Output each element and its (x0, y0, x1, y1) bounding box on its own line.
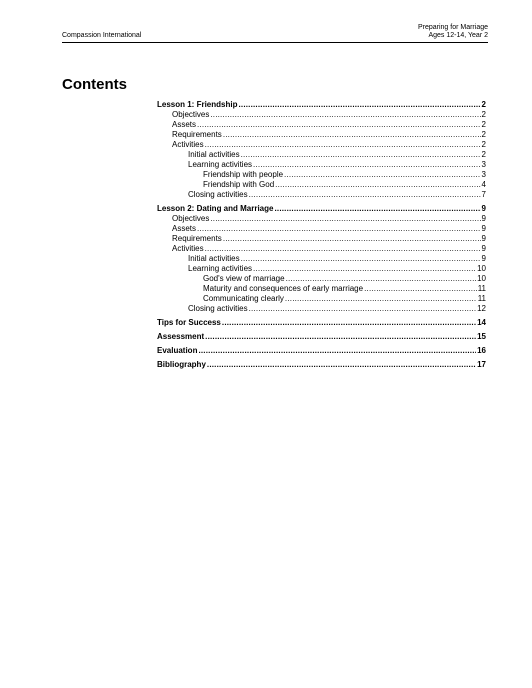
toc-dot-leader (197, 224, 481, 234)
toc-entry-page: 9 (481, 244, 486, 253)
toc-entry-page: 10 (477, 264, 486, 273)
toc-entry-page: 2 (481, 140, 486, 149)
toc-dot-leader (285, 294, 477, 304)
header-doc-title: Preparing for Marriage (417, 24, 488, 31)
toc-entry[interactable] (157, 130, 486, 140)
toc-entry-label: Objectives (172, 110, 210, 119)
toc-entry-label: Closing activities (188, 304, 248, 313)
toc-entry[interactable] (157, 234, 486, 244)
toc-entry-label: Activities (172, 244, 204, 253)
toc-entry-page: 3 (481, 170, 486, 179)
toc-entry[interactable] (157, 294, 486, 304)
toc-dot-leader (210, 110, 480, 120)
toc-entry[interactable] (157, 150, 486, 160)
toc-dot-leader (241, 150, 481, 160)
toc-entry-label: Requirements (172, 234, 222, 243)
toc-dot-leader (249, 304, 477, 314)
toc-entry-page: 11 (477, 284, 486, 293)
toc-entry-page: 9 (481, 234, 486, 243)
table-of-contents (157, 100, 486, 370)
page-header (62, 22, 488, 43)
toc-dot-leader (205, 332, 476, 342)
toc-entry[interactable] (157, 170, 486, 180)
toc-entry[interactable] (157, 110, 486, 120)
toc-entry-page: 12 (477, 304, 486, 313)
toc-entry-page: 14 (477, 318, 486, 327)
toc-dot-leader (238, 100, 480, 110)
toc-entry-label: Assessment (157, 332, 205, 341)
toc-entry[interactable] (157, 190, 486, 200)
toc-dot-leader (197, 120, 481, 130)
toc-entry[interactable] (157, 224, 486, 234)
toc-entry-label: Assets (172, 224, 197, 233)
toc-dot-leader (223, 130, 481, 140)
toc-dot-leader (205, 244, 481, 254)
toc-entry-label: Bibliography (157, 360, 206, 369)
toc-entry-page: 4 (481, 180, 486, 189)
toc-entry-page: 2 (481, 130, 486, 139)
toc-entry-label: Requirements (172, 130, 222, 139)
toc-entry[interactable] (157, 180, 486, 190)
toc-entry-page: 17 (477, 360, 486, 369)
toc-dot-leader (210, 214, 480, 224)
toc-entry-label: Initial activities (188, 150, 240, 159)
toc-entry-label: God's view of marriage (203, 274, 285, 283)
toc-entry-page: 9 (481, 214, 486, 223)
toc-entry-label: Maturity and consequences of early marriage (203, 284, 364, 293)
toc-entry-label: Evaluation (157, 346, 198, 355)
toc-entry[interactable] (157, 360, 486, 370)
toc-dot-leader (198, 346, 476, 356)
toc-entry-page: 16 (477, 346, 486, 355)
toc-entry[interactable] (157, 274, 486, 284)
contents-heading: Contents (62, 76, 127, 93)
header-audience: Ages 12-14, Year 2 (428, 32, 488, 39)
toc-dot-leader (286, 274, 477, 284)
toc-dot-leader (284, 170, 481, 180)
header-title-block (418, 24, 488, 40)
toc-entry[interactable] (157, 346, 486, 356)
toc-entry-page: 3 (481, 160, 486, 169)
toc-entry-label: Friendship with God (203, 180, 275, 189)
toc-entry-label: Friendship with people (203, 170, 284, 179)
toc-dot-leader (253, 264, 476, 274)
toc-entry-label: Communicating clearly (203, 294, 284, 303)
toc-entry-label: Lesson 1: Friendship (157, 100, 238, 109)
toc-entry-label: Objectives (172, 214, 210, 223)
toc-entry-label: Closing activities (188, 190, 248, 199)
toc-dot-leader (274, 204, 480, 214)
toc-entry[interactable] (157, 284, 486, 294)
toc-entry-label: Activities (172, 140, 204, 149)
toc-entry-label: Assets (172, 120, 197, 129)
toc-entry[interactable] (157, 332, 486, 342)
toc-entry-page: 2 (481, 150, 486, 159)
toc-entry[interactable] (157, 254, 486, 264)
toc-entry-page: 7 (481, 190, 486, 199)
toc-entry-page: 2 (481, 110, 486, 119)
toc-dot-leader (275, 180, 480, 190)
toc-dot-leader (249, 190, 481, 200)
toc-entry-label: Learning activities (188, 264, 253, 273)
toc-dot-leader (241, 254, 481, 264)
toc-entry[interactable] (157, 304, 486, 314)
toc-entry-page: 9 (481, 204, 486, 213)
toc-dot-leader (364, 284, 477, 294)
toc-dot-leader (207, 360, 476, 370)
toc-entry-page: 9 (481, 224, 486, 233)
toc-dot-leader (222, 318, 476, 328)
toc-entry[interactable] (157, 160, 486, 170)
toc-entry-label: Initial activities (188, 254, 240, 263)
toc-entry-page: 2 (481, 100, 486, 109)
header-organization: Compassion International (62, 32, 142, 39)
toc-entry-label: Lesson 2: Dating and Marriage (157, 204, 274, 213)
toc-dot-leader (223, 234, 481, 244)
toc-entry-label: Tips for Success (157, 318, 221, 327)
toc-entry[interactable] (157, 214, 486, 224)
toc-entry-page: 9 (481, 254, 486, 263)
toc-entry-page: 11 (477, 294, 486, 303)
toc-entry-page: 2 (481, 120, 486, 129)
toc-entry-label: Learning activities (188, 160, 253, 169)
toc-entry[interactable] (157, 120, 486, 130)
toc-entry-page: 15 (477, 332, 486, 341)
toc-dot-leader (205, 140, 481, 150)
toc-entry[interactable] (157, 244, 486, 254)
toc-entry[interactable] (157, 100, 486, 110)
toc-entry[interactable] (157, 264, 486, 274)
toc-entry-page: 10 (477, 274, 486, 283)
toc-entry[interactable] (157, 204, 486, 214)
toc-entry[interactable] (157, 140, 486, 150)
toc-entry[interactable] (157, 318, 486, 328)
toc-dot-leader (253, 160, 481, 170)
